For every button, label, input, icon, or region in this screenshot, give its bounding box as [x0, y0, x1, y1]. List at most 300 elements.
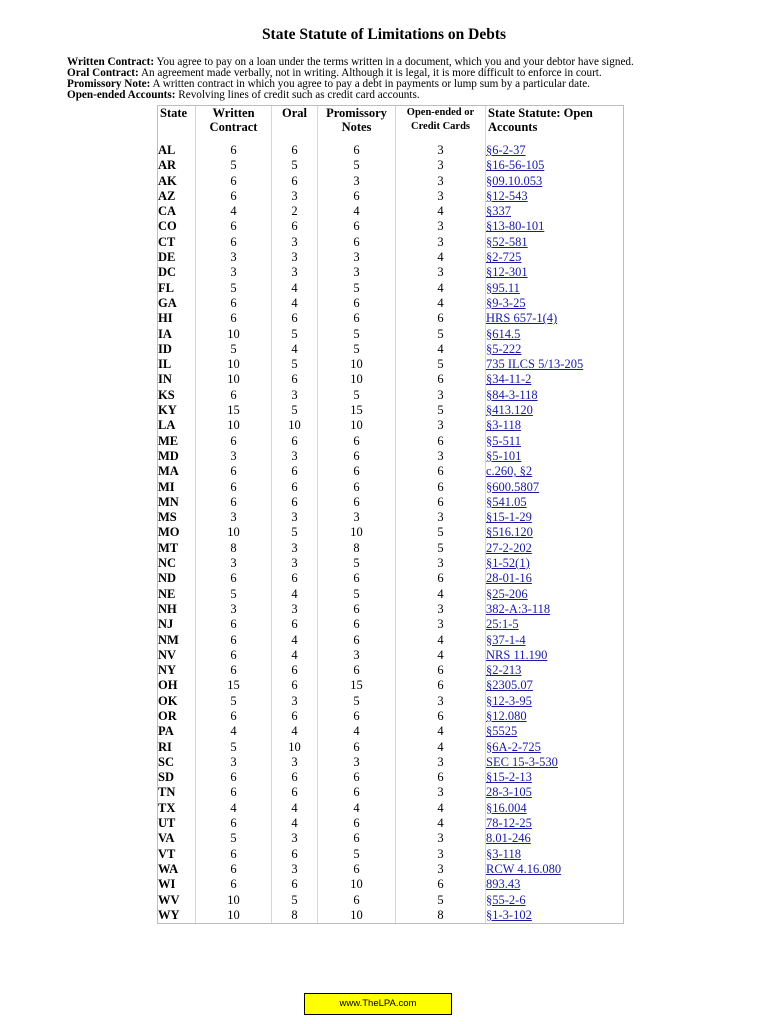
cell-state: FL [158, 281, 196, 296]
cell-statute [486, 480, 623, 495]
header-oral: Oral [272, 106, 318, 140]
cell-open-ended: 6 [396, 495, 486, 510]
definitions [67, 57, 747, 101]
cell-oral: 10 [272, 740, 318, 755]
table-row [158, 694, 623, 709]
cell-promissory-notes: 3 [318, 648, 396, 663]
statute-link[interactable]: §5-222 [486, 341, 522, 356]
cell-state: AR [158, 158, 196, 173]
cell-promissory-notes: 6 [318, 709, 396, 724]
table-header-row [158, 106, 623, 140]
cell-open-ended: 3 [396, 174, 486, 189]
cell-oral: 4 [272, 816, 318, 831]
cell-promissory-notes: 6 [318, 189, 396, 204]
cell-open-ended: 3 [396, 755, 486, 770]
statute-link[interactable]: §413.120 [486, 403, 533, 418]
table-row [158, 342, 623, 357]
page-title: State Statute of Limitations on Debts [261, 26, 507, 43]
cell-written-contract: 5 [196, 342, 272, 357]
table-row [158, 311, 623, 326]
statute-link[interactable]: §95.11 [486, 280, 520, 295]
cell-promissory-notes: 15 [318, 678, 396, 693]
cell-promissory-notes: 4 [318, 204, 396, 219]
statute-link[interactable]: §37-1-4 [486, 632, 526, 647]
cell-written-contract: 5 [196, 281, 272, 296]
statute-link[interactable]: §3-118 [486, 418, 521, 433]
cell-open-ended: 5 [396, 403, 486, 418]
cell-written-contract: 15 [196, 403, 272, 418]
statute-link[interactable]: §12.080 [486, 708, 527, 723]
cell-open-ended: 4 [396, 633, 486, 648]
cell-promissory-notes: 10 [318, 525, 396, 540]
cell-open-ended: 3 [396, 847, 486, 862]
cell-promissory-notes: 6 [318, 480, 396, 495]
cell-statute [486, 158, 623, 173]
cell-statute [486, 449, 623, 464]
cell-written-contract: 6 [196, 311, 272, 326]
table-row [158, 281, 623, 296]
table-row [158, 617, 623, 632]
cell-oral: 5 [272, 158, 318, 173]
statute-link[interactable]: 735 ILCS 5/13-205 [486, 357, 584, 372]
cell-state: IN [158, 372, 196, 387]
cell-oral: 4 [272, 296, 318, 311]
cell-promissory-notes: 6 [318, 235, 396, 250]
cell-written-contract: 6 [196, 709, 272, 724]
cell-written-contract: 6 [196, 862, 272, 877]
cell-state: SD [158, 770, 196, 785]
cell-oral: 5 [272, 525, 318, 540]
cell-oral: 6 [272, 372, 318, 387]
cell-open-ended: 3 [396, 617, 486, 632]
cell-open-ended: 3 [396, 158, 486, 173]
cell-oral: 3 [272, 541, 318, 556]
definition-text: An agreement made verbally, not in writing. Although it is legal, it is more difficult to enforce in court. [138, 67, 602, 79]
cell-promissory-notes: 10 [318, 372, 396, 387]
cell-oral: 6 [272, 480, 318, 495]
table-row [158, 877, 623, 892]
cell-state: KY [158, 403, 196, 418]
cell-written-contract: 6 [196, 571, 272, 586]
statute-link[interactable]: 78-12-25 [486, 816, 532, 831]
cell-statute [486, 694, 623, 709]
table-row [158, 801, 623, 816]
statute-link[interactable]: §3-118 [486, 846, 521, 861]
statute-link[interactable]: 8.01-246 [486, 831, 531, 846]
table-row [158, 709, 623, 724]
cell-statute [486, 770, 623, 785]
cell-oral: 3 [272, 189, 318, 204]
cell-written-contract: 5 [196, 587, 272, 602]
cell-promissory-notes: 6 [318, 495, 396, 510]
cell-state: VA [158, 831, 196, 846]
statute-link[interactable]: §5-511 [486, 433, 521, 448]
cell-state: AZ [158, 189, 196, 204]
statute-link[interactable]: §25-206 [486, 586, 528, 601]
statute-link[interactable]: §6-2-37 [486, 143, 526, 157]
cell-oral: 6 [272, 678, 318, 693]
cell-statute [486, 372, 623, 387]
statute-link[interactable]: §614.5 [486, 326, 521, 341]
cell-statute [486, 434, 623, 449]
cell-promissory-notes: 15 [318, 403, 396, 418]
cell-oral: 5 [272, 327, 318, 342]
cell-promissory-notes: 6 [318, 831, 396, 846]
cell-state: WY [158, 908, 196, 923]
cell-state: OR [158, 709, 196, 724]
cell-statute [486, 311, 623, 326]
statute-link[interactable]: §2305.07 [486, 678, 533, 693]
cell-statute [486, 893, 623, 908]
table-row [158, 357, 623, 372]
cell-open-ended: 3 [396, 831, 486, 846]
cell-state: NY [158, 663, 196, 678]
cell-oral: 3 [272, 265, 318, 280]
cell-promissory-notes: 6 [318, 449, 396, 464]
cell-state: LA [158, 418, 196, 433]
cell-open-ended: 6 [396, 372, 486, 387]
cell-statute [486, 785, 623, 800]
cell-open-ended: 5 [396, 525, 486, 540]
cell-promissory-notes: 6 [318, 311, 396, 326]
cell-oral: 3 [272, 449, 318, 464]
cell-open-ended: 6 [396, 678, 486, 693]
cell-oral: 6 [272, 847, 318, 862]
statute-link[interactable]: 28-3-105 [486, 785, 532, 800]
statute-link[interactable]: §15-1-29 [486, 510, 532, 525]
cell-promissory-notes: 3 [318, 510, 396, 525]
cell-statute [486, 495, 623, 510]
cell-statute [486, 541, 623, 556]
table-row [158, 908, 623, 923]
statute-link[interactable]: §16.004 [486, 800, 527, 815]
cell-statute [486, 724, 623, 739]
cell-promissory-notes: 6 [318, 740, 396, 755]
cell-promissory-notes: 6 [318, 602, 396, 617]
cell-oral: 6 [272, 434, 318, 449]
cell-oral: 6 [272, 174, 318, 189]
cell-statute [486, 140, 623, 158]
cell-open-ended: 6 [396, 311, 486, 326]
cell-statute [486, 403, 623, 418]
statute-link[interactable]: §34-11-2 [486, 372, 532, 387]
table-row [158, 663, 623, 678]
cell-statute [486, 877, 623, 892]
statute-link[interactable]: §84-3-118 [486, 387, 538, 402]
cell-promissory-notes: 6 [318, 296, 396, 311]
table-row [158, 235, 623, 250]
cell-open-ended: 3 [396, 418, 486, 433]
cell-written-contract: 4 [196, 801, 272, 816]
definition-term: Oral Contract: [67, 67, 139, 79]
cell-promissory-notes: 5 [318, 694, 396, 709]
cell-promissory-notes: 10 [318, 877, 396, 892]
table-row [158, 678, 623, 693]
table-row [158, 265, 623, 280]
cell-state: HI [158, 311, 196, 326]
cell-oral: 5 [272, 893, 318, 908]
statute-link[interactable]: §1-52(1) [486, 556, 530, 571]
statute-link[interactable]: §6A-2-725 [486, 739, 541, 754]
cell-written-contract: 6 [196, 464, 272, 479]
table-row [158, 327, 623, 342]
cell-statute [486, 617, 623, 632]
table-row [158, 388, 623, 403]
cell-written-contract: 6 [196, 219, 272, 234]
cell-oral: 3 [272, 831, 318, 846]
cell-statute [486, 908, 623, 923]
cell-state: WA [158, 862, 196, 877]
cell-written-contract: 10 [196, 357, 272, 372]
cell-open-ended: 4 [396, 587, 486, 602]
statute-link[interactable]: 25:1-5 [486, 617, 519, 632]
table-body [158, 140, 623, 923]
cell-state: ND [158, 571, 196, 586]
cell-state: DE [158, 250, 196, 265]
cell-written-contract: 10 [196, 908, 272, 923]
cell-open-ended: 3 [396, 602, 486, 617]
cell-written-contract: 10 [196, 525, 272, 540]
definition-text: You agree to pay on a loan under the terms written in a document, which you and your debtor have signed. [154, 56, 634, 68]
cell-open-ended: 4 [396, 648, 486, 663]
cell-statute [486, 587, 623, 602]
cell-promissory-notes: 5 [318, 342, 396, 357]
cell-oral: 4 [272, 801, 318, 816]
cell-promissory-notes: 4 [318, 801, 396, 816]
cell-open-ended: 3 [396, 388, 486, 403]
cell-written-contract: 5 [196, 740, 272, 755]
cell-state: AK [158, 174, 196, 189]
cell-open-ended: 5 [396, 893, 486, 908]
cell-state: CA [158, 204, 196, 219]
table-row [158, 449, 623, 464]
cell-oral: 6 [272, 311, 318, 326]
header-open-ended: Open-ended or Credit Cards [396, 106, 486, 140]
statute-link[interactable]: c.260, §2 [486, 464, 533, 479]
table-row [158, 556, 623, 571]
cell-statute [486, 204, 623, 219]
cell-statute [486, 281, 623, 296]
cell-promissory-notes: 6 [318, 464, 396, 479]
cell-promissory-notes: 6 [318, 140, 396, 158]
header-written-contract: Written Contract [196, 106, 272, 140]
cell-written-contract: 10 [196, 418, 272, 433]
statute-link[interactable]: §52-581 [486, 234, 528, 249]
cell-written-contract: 10 [196, 372, 272, 387]
statute-link[interactable]: 27-2-202 [486, 540, 532, 555]
cell-oral: 3 [272, 556, 318, 571]
cell-open-ended: 4 [396, 724, 486, 739]
cell-state: ID [158, 342, 196, 357]
table-row [158, 250, 623, 265]
table-row [158, 602, 623, 617]
cell-written-contract: 6 [196, 174, 272, 189]
cell-written-contract: 6 [196, 770, 272, 785]
cell-open-ended: 6 [396, 663, 486, 678]
cell-oral: 4 [272, 587, 318, 602]
table-row [158, 464, 623, 479]
table-row [158, 755, 623, 770]
cell-state: AL [158, 140, 196, 158]
cell-statute [486, 847, 623, 862]
cell-written-contract: 3 [196, 510, 272, 525]
cell-open-ended: 5 [396, 357, 486, 372]
statute-link[interactable]: §2-213 [486, 663, 522, 678]
cell-open-ended: 5 [396, 327, 486, 342]
cell-open-ended: 3 [396, 785, 486, 800]
cell-state: IA [158, 327, 196, 342]
cell-oral: 2 [272, 204, 318, 219]
statute-link[interactable]: §16-56-105 [486, 158, 545, 173]
cell-oral: 3 [272, 755, 318, 770]
table-row [158, 510, 623, 525]
cell-state: MI [158, 480, 196, 495]
cell-promissory-notes: 5 [318, 587, 396, 602]
statute-link[interactable]: §13-80-101 [486, 219, 545, 234]
cell-written-contract: 6 [196, 296, 272, 311]
cell-open-ended: 3 [396, 694, 486, 709]
cell-written-contract: 6 [196, 785, 272, 800]
table-row [158, 158, 623, 173]
cell-statute [486, 464, 623, 479]
cell-state: NJ [158, 617, 196, 632]
cell-written-contract: 6 [196, 140, 272, 158]
statute-link[interactable]: §2-725 [486, 250, 522, 265]
statute-link[interactable]: §12-3-95 [486, 693, 532, 708]
cell-state: MO [158, 525, 196, 540]
definition-open-ended [67, 90, 747, 101]
cell-state: TX [158, 801, 196, 816]
cell-statute [486, 388, 623, 403]
cell-written-contract: 6 [196, 877, 272, 892]
cell-open-ended: 4 [396, 296, 486, 311]
statute-link[interactable]: §337 [486, 204, 511, 219]
cell-written-contract: 3 [196, 250, 272, 265]
cell-oral: 3 [272, 250, 318, 265]
cell-open-ended: 3 [396, 235, 486, 250]
cell-state: NH [158, 602, 196, 617]
statute-link[interactable]: §12-301 [486, 265, 528, 280]
cell-statute [486, 418, 623, 433]
statute-link[interactable]: §15-2-13 [486, 770, 532, 785]
cell-written-contract: 8 [196, 541, 272, 556]
cell-promissory-notes: 5 [318, 388, 396, 403]
cell-open-ended: 3 [396, 449, 486, 464]
cell-state: OH [158, 678, 196, 693]
statute-link[interactable]: HRS 657-1(4) [486, 311, 558, 326]
cell-statute [486, 296, 623, 311]
cell-oral: 4 [272, 633, 318, 648]
statute-link[interactable]: §541.05 [486, 494, 527, 509]
cell-promissory-notes: 6 [318, 770, 396, 785]
cell-state: PA [158, 724, 196, 739]
cell-oral: 4 [272, 724, 318, 739]
cell-open-ended: 6 [396, 434, 486, 449]
statute-link[interactable]: §5525 [486, 724, 518, 739]
header-state: State [158, 106, 196, 140]
definition-term: Written Contract: [67, 56, 155, 68]
cell-open-ended: 3 [396, 140, 486, 158]
cell-open-ended: 8 [396, 908, 486, 923]
table-row [158, 648, 623, 663]
cell-state: CT [158, 235, 196, 250]
table-row [158, 403, 623, 418]
cell-open-ended: 6 [396, 571, 486, 586]
cell-statute [486, 709, 623, 724]
cell-statute [486, 342, 623, 357]
statute-link[interactable]: §5-101 [486, 448, 522, 463]
statute-link[interactable]: §1-3-102 [486, 907, 532, 922]
cell-written-contract: 3 [196, 449, 272, 464]
table-row [158, 204, 623, 219]
cell-written-contract: 6 [196, 189, 272, 204]
cell-open-ended: 3 [396, 556, 486, 571]
cell-oral: 5 [272, 357, 318, 372]
cell-oral: 6 [272, 219, 318, 234]
cell-written-contract: 6 [196, 847, 272, 862]
statute-link[interactable]: §516.120 [486, 525, 533, 540]
table-row [158, 633, 623, 648]
cell-state: TN [158, 785, 196, 800]
statute-link[interactable]: 28-01-16 [486, 571, 532, 586]
cell-oral: 3 [272, 235, 318, 250]
cell-state: DC [158, 265, 196, 280]
cell-written-contract: 6 [196, 495, 272, 510]
cell-written-contract: 15 [196, 678, 272, 693]
statute-link[interactable]: SEC 15-3-530 [486, 754, 558, 769]
cell-statute [486, 571, 623, 586]
table-row [158, 140, 623, 158]
table-row [158, 893, 623, 908]
statute-link[interactable]: §9-3-25 [486, 295, 526, 310]
definition-text: Revolving lines of credit such as credit card accounts. [175, 89, 420, 101]
statute-link[interactable]: §09.10.053 [486, 173, 543, 188]
cell-written-contract: 6 [196, 648, 272, 663]
table-row [158, 770, 623, 785]
statute-link[interactable]: §600.5807 [486, 479, 540, 494]
cell-promissory-notes: 5 [318, 281, 396, 296]
cell-state: KS [158, 388, 196, 403]
definition-term: Promissory Note: [67, 78, 151, 90]
cell-promissory-notes: 10 [318, 357, 396, 372]
cell-open-ended: 6 [396, 877, 486, 892]
cell-oral: 6 [272, 571, 318, 586]
cell-promissory-notes: 6 [318, 219, 396, 234]
table-row [158, 571, 623, 586]
table-row [158, 847, 623, 862]
cell-promissory-notes: 6 [318, 816, 396, 831]
statute-link[interactable]: §12-543 [486, 188, 528, 203]
table-row [158, 219, 623, 234]
cell-written-contract: 5 [196, 831, 272, 846]
table-row [158, 541, 623, 556]
cell-statute [486, 219, 623, 234]
cell-statute [486, 740, 623, 755]
cell-oral: 3 [272, 694, 318, 709]
cell-promissory-notes: 8 [318, 541, 396, 556]
cell-open-ended: 4 [396, 281, 486, 296]
statute-link[interactable]: §55-2-6 [486, 892, 526, 907]
cell-oral: 4 [272, 342, 318, 357]
cell-written-contract: 5 [196, 158, 272, 173]
cell-promissory-notes: 6 [318, 893, 396, 908]
statute-link[interactable]: RCW 4.16.080 [486, 861, 562, 876]
statute-link[interactable]: NRS 11.190 [486, 647, 548, 662]
statute-link[interactable]: 893.43 [486, 877, 521, 892]
cell-promissory-notes: 4 [318, 724, 396, 739]
statute-link[interactable]: 382-A:3-118 [486, 601, 551, 616]
cell-state: IL [158, 357, 196, 372]
